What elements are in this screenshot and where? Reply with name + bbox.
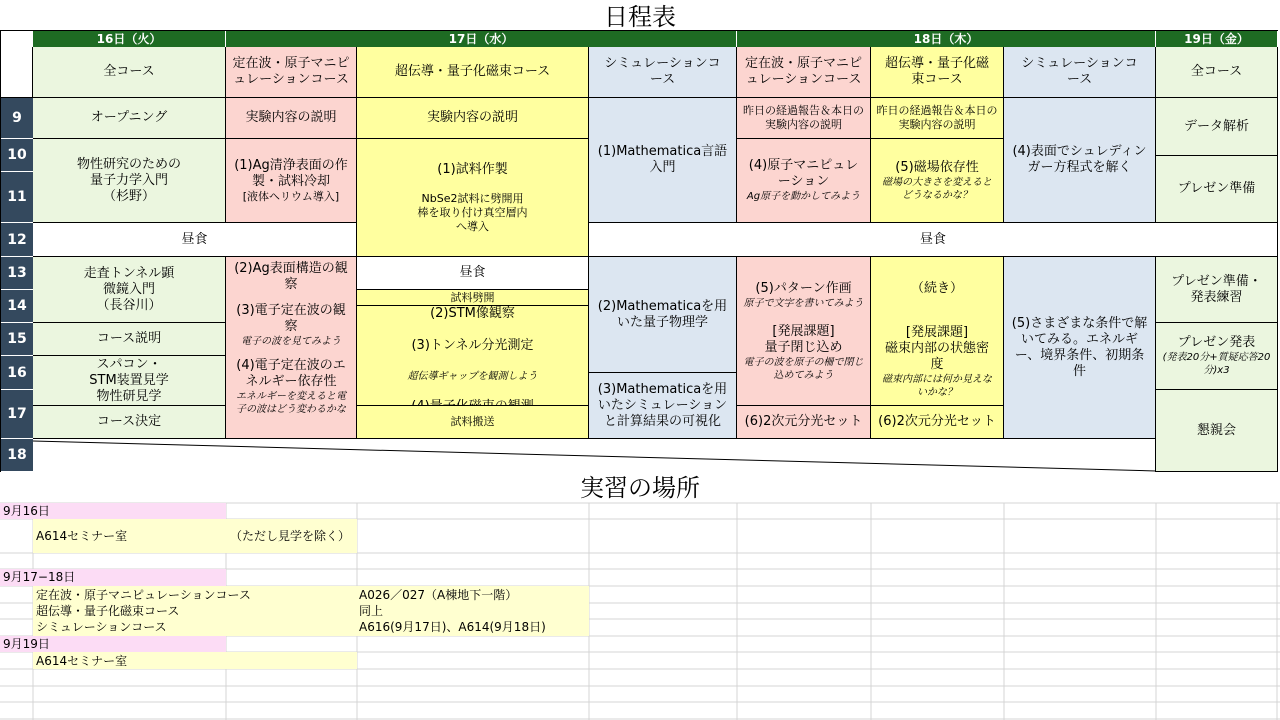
schedule-title: 日程表 (604, 3, 676, 31)
sc18-part5-note: 磁場の大きさを変えるとどうなるかな？ (882, 176, 992, 201)
sc18-advanced-title: 磁束内部の状態密度 (884, 341, 989, 372)
c16-lecture1 (33, 139, 226, 223)
sc18-part5-title: (5)磁場依存性 (895, 159, 979, 175)
loc-row1-course: 定在波・原子マニピュレーションコース (36, 588, 251, 602)
c16-lecture1-title: 物性研究のための量子力学入門 (76, 156, 181, 188)
hour-12: 12 (1, 223, 33, 257)
hour-14: 14 (1, 290, 33, 323)
loc-row1-room: A026／027（A棟地下一階） (359, 588, 518, 602)
sc17-part1-title: (1)試料作製 (437, 161, 508, 177)
sc18-advanced-note: 磁束内部には何か見えないかな？ (882, 374, 992, 398)
hour-18: 18 (1, 439, 33, 472)
sw17-explain: 実験内容の説明 (226, 98, 357, 139)
sc18-advanced-label: [発展課題] (905, 325, 969, 340)
sc18-report: 昨日の経過報告＆本日の実験内容の説明 (871, 98, 1004, 139)
sim18-part5: (5)さまざまな条件で解いてみる。エネルギー、境界条件、初期条件 (1004, 257, 1156, 439)
sc18-part6: (6)2次元分光セット (871, 406, 1004, 439)
sw18-part6: (6)2次元分光セット (737, 406, 871, 439)
c16-lecture1-who: （杉野） (102, 188, 155, 204)
lunch-wide: 昼食 (589, 223, 1278, 257)
sw18-part5 (737, 257, 871, 406)
c16-decide: コース決定 (33, 406, 226, 439)
sc18-part5 (871, 139, 1004, 223)
loc-row2-room: 同上 (359, 604, 384, 618)
c19-presentation-title: プレゼン発表 (1177, 335, 1256, 350)
sc17-part1-sub: NbSe2試料に劈開用棒を取り付け真空層内へ導入 (417, 191, 528, 233)
loc-row3-course: シミュレーションコース (36, 620, 167, 634)
sim17-part1: (1)Mathematica言語入門 (589, 98, 737, 223)
loc-row3-room: A616(9月17日)、A614(9月18日) (359, 620, 546, 634)
corner-cell (1, 47, 33, 98)
sw18-part4-title: (4)原子マニピュレーション (748, 158, 859, 189)
day-header-16: 16日（火） (33, 31, 226, 47)
sw18-part5-title: (5)パターン作画 (755, 280, 852, 296)
sc17-part3: (3)トンネル分光測定 (411, 338, 534, 353)
c16-stm-who: （長谷川） (96, 297, 162, 313)
sim17-part2: (2)Mathematicaを用いた量子物理学 (589, 257, 737, 373)
sw18-part5-note: 原子で文字を書いてみよう (743, 297, 864, 309)
hour-16: 16 (1, 356, 33, 390)
sw18-report: 昨日の経過報告＆本日の実験内容の説明 (737, 98, 871, 139)
hour-17: 17 (1, 390, 33, 439)
hour-15: 15 (1, 323, 33, 356)
sc17-part3-block (408, 322, 538, 399)
sc17-parts2-4 (357, 306, 589, 406)
c16-opening: オープニング (33, 98, 226, 139)
loc-1718-label: 9月17−18日 (3, 570, 76, 584)
sc17-explain: 実験内容の説明 (357, 98, 589, 139)
course-simulation-18: シミュレーションコース (1004, 47, 1156, 98)
sw17-part1 (226, 139, 357, 223)
sc17-transport: 試料搬送 (357, 406, 589, 439)
sw17-part4: (4)電子定在波のエネルギー依存性 (236, 358, 346, 389)
day-header-18: 18日（木） (737, 31, 1156, 47)
locations-title: 実習の場所 (580, 474, 700, 502)
course-standing-wave-17: 定在波・原子マニピュレーションコース (226, 47, 357, 98)
sw18-part4 (737, 139, 871, 223)
loc-16-label: 9月16日 (3, 504, 50, 518)
hour-11: 11 (1, 172, 33, 223)
sw17-part1-sub: [液体ヘリウム導入] (242, 189, 340, 203)
sw17-part3-note: 電子の波を見てみよう (241, 336, 341, 347)
sc18-continued (871, 257, 1004, 406)
c19-prep: プレゼン準備 (1156, 156, 1278, 223)
sw17-part1-title: (1)Ag清浄表面の作製・試料冷却 (234, 157, 348, 189)
loc-19-room: A614セミナー室 (36, 654, 128, 668)
sw18-advanced-note: 電子の波を原子の柵で閉じ込めてみよう (743, 356, 864, 381)
sim17-part3: (3)Mathematicaを用いたシミュレーションと計算結果の可視化 (589, 373, 737, 439)
loc-16-note: （ただし見学を除く） (230, 529, 351, 543)
sc17-lunch: 昼食 (357, 257, 589, 290)
c16-tour: スパコン・STM装置見学物性研見学 (33, 356, 226, 406)
sc17-part3-note: 超伝導ギャップを観測しよう (407, 371, 538, 382)
loc-16-room: A614セミナー室 (36, 529, 128, 543)
course-all-16: 全コース (33, 47, 226, 98)
sw18-advanced-label: [発展課題] (772, 323, 835, 339)
day-header-17: 17日（水） (226, 31, 737, 47)
c16-stm-lecture (33, 257, 226, 323)
sw17-part4-note: エネルギーを変えると電子の波はどう変わるかな (236, 391, 346, 415)
course-simulation-17: シミュレーションコース (589, 47, 737, 98)
sc17-cleave: 試料劈開 (357, 290, 589, 306)
course-superconductivity-18: 超伝導・量子化磁束コース (871, 47, 1004, 98)
loc-row2-course: 超伝導・量子化磁束コース (36, 604, 180, 618)
course-superconductivity-17: 超伝導・量子化磁束コース (357, 47, 589, 98)
day-header-19: 19日（金） (1156, 31, 1278, 47)
sc17-part1 (357, 139, 589, 257)
hour-13: 13 (1, 257, 33, 290)
sw17-part2: (2)Ag表面構造の観察 (234, 261, 348, 292)
c16-stm-title: 走査トンネル顕微鏡入門 (83, 265, 175, 297)
course-standing-wave-18: 定在波・原子マニピュレーションコース (737, 47, 871, 98)
c19-party: 懇親会 (1156, 390, 1278, 472)
hour-10: 10 (1, 139, 33, 172)
sw17-part3: (3)電子定在波の観察 (236, 303, 346, 334)
sw18-advanced-title: 量子閉じ込め (764, 339, 843, 355)
course-all-19: 全コース (1156, 47, 1278, 98)
c19-data-analysis: データ解析 (1156, 98, 1278, 156)
sc17-part2: (2)STM像観察 (430, 306, 515, 321)
row-18-diagonal-line (33, 439, 1156, 472)
c19-presentation (1156, 323, 1278, 390)
c19-presentation-note: (発表20分+質疑応答20分)x3 (1162, 352, 1271, 376)
c16-course-desc: コース説明 (33, 323, 226, 356)
c16-lunch: 昼食 (33, 223, 357, 257)
sim18-part4: (4)表面でシュレディンガー方程式を解く (1004, 98, 1156, 223)
sw18-part4-note: Ag原子を動かしてみよう (746, 191, 861, 202)
c19-prep-practice: プレゼン準備・発表練習 (1156, 257, 1278, 323)
sw17-parts2-4 (226, 257, 357, 439)
hour-9: 9 (1, 98, 33, 139)
loc-19-label: 9月19日 (3, 637, 50, 651)
sc18-cont: （続き） (910, 281, 963, 296)
